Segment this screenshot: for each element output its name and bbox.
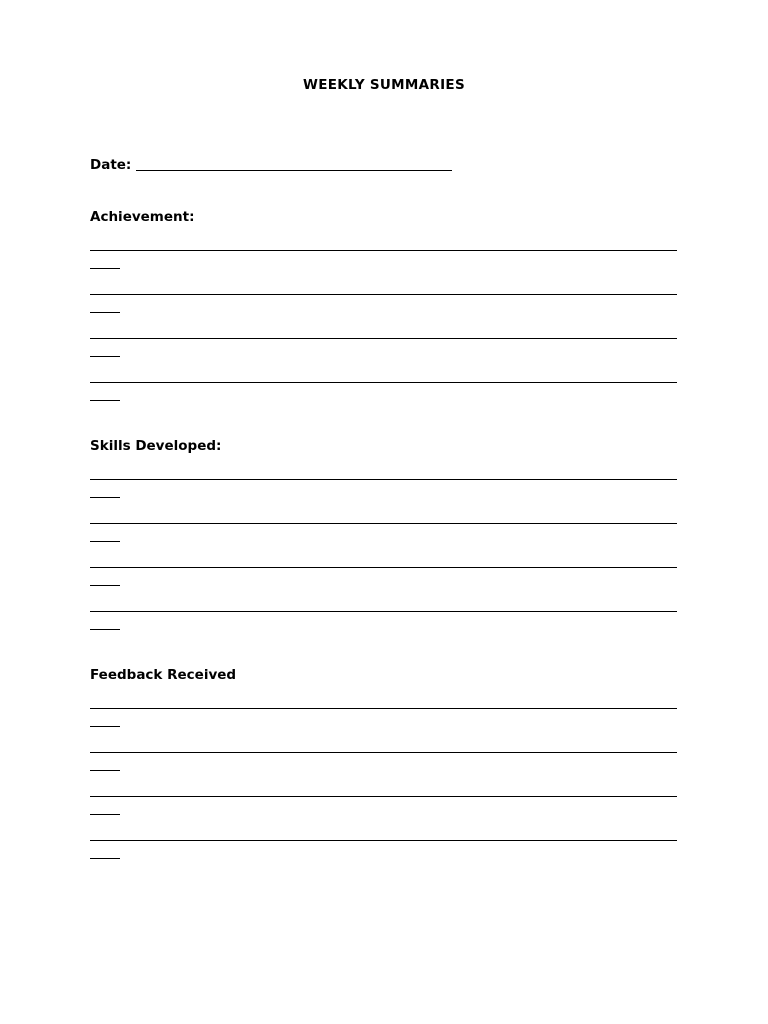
achievement-line-1[interactable]	[90, 250, 677, 251]
feedback-line-4-cont[interactable]	[90, 858, 120, 859]
feedback-line-1-cont[interactable]	[90, 726, 120, 727]
achievement-line-2[interactable]	[90, 294, 677, 295]
date-blank-line[interactable]	[136, 156, 452, 171]
date-row	[90, 156, 452, 173]
achievement-line-4-cont[interactable]	[90, 400, 120, 401]
skills-line-3-cont[interactable]	[90, 585, 120, 586]
skills-line-2[interactable]	[90, 523, 677, 524]
feedback-line-4[interactable]	[90, 840, 677, 841]
achievement-line-2-cont[interactable]	[90, 312, 120, 313]
feedback-line-1[interactable]	[90, 708, 677, 709]
page-title: WEEKLY SUMMARIES	[303, 77, 465, 93]
achievement-line-4[interactable]	[90, 382, 677, 383]
section-heading-feedback: Feedback Received	[90, 667, 237, 683]
skills-line-2-cont[interactable]	[90, 541, 120, 542]
achievement-line-3-cont[interactable]	[90, 356, 120, 357]
achievement-line-1-cont[interactable]	[90, 268, 120, 269]
skills-line-4[interactable]	[90, 611, 677, 612]
skills-line-1[interactable]	[90, 479, 677, 480]
section-heading-skills: Skills Developed:	[90, 438, 222, 454]
feedback-line-2-cont[interactable]	[90, 770, 120, 771]
skills-line-3[interactable]	[90, 567, 677, 568]
section-heading-achievement: Achievement:	[90, 209, 195, 225]
achievement-line-3[interactable]	[90, 338, 677, 339]
feedback-line-3-cont[interactable]	[90, 814, 120, 815]
skills-line-4-cont[interactable]	[90, 629, 120, 630]
feedback-line-2[interactable]	[90, 752, 677, 753]
date-label: Date:	[90, 157, 132, 173]
skills-line-1-cont[interactable]	[90, 497, 120, 498]
feedback-line-3[interactable]	[90, 796, 677, 797]
